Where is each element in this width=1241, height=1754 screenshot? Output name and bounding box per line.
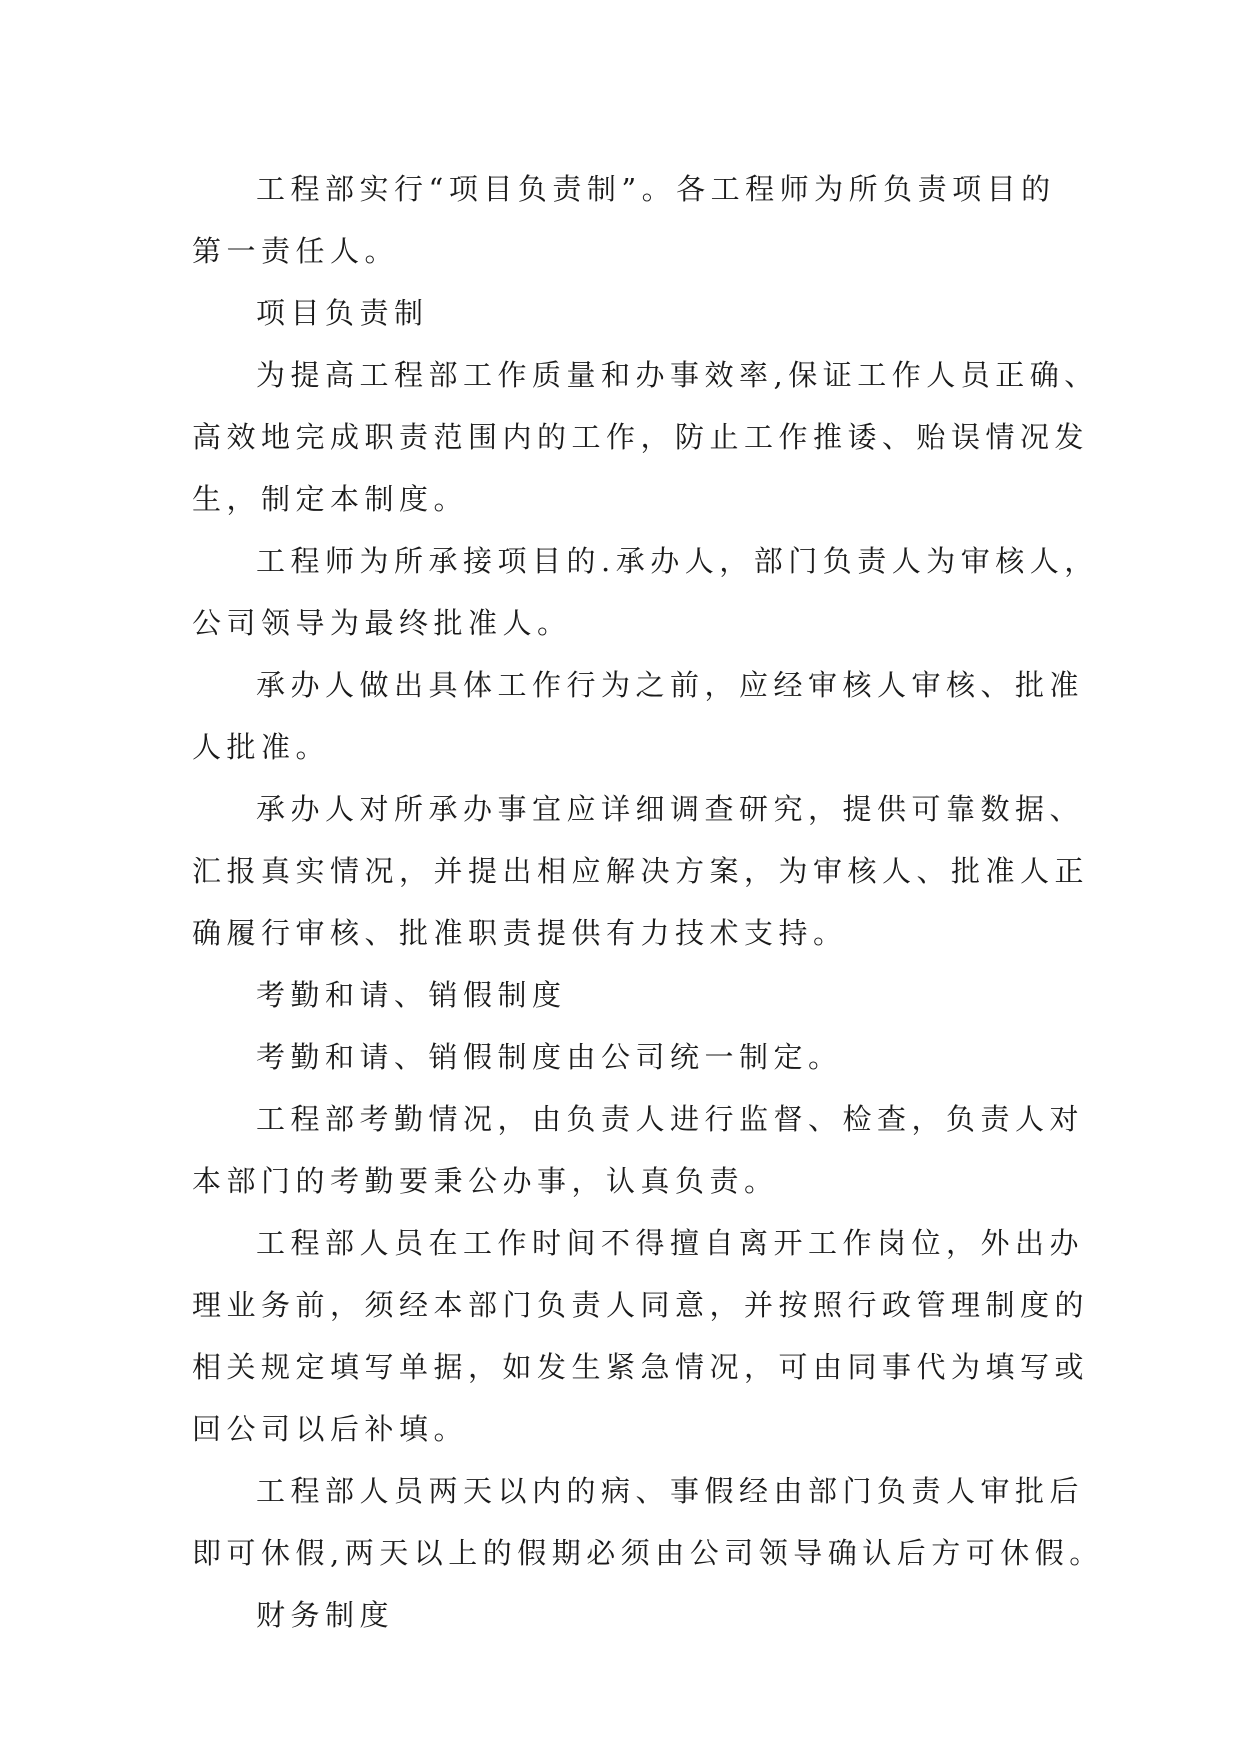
text-line: 即可休假,两天以上的假期必须由公司领导确认后方可休假。	[192, 1536, 1104, 1570]
section-heading: 财务制度	[256, 1598, 395, 1632]
text-line: 工程部考勤情况，由负责人进行监督、检查，负责人对	[256, 1102, 1085, 1136]
text-line: 为提高工程部工作质量和办事效率,保证工作人员正确、	[256, 358, 1099, 392]
text-line: 生，制定本制度。	[192, 482, 469, 516]
text-line: 汇报真实情况，并提出相应解决方案，为审核人、批准人正	[192, 854, 1090, 888]
document-body	[192, 158, 1104, 1646]
text-line: 相关规定填写单据，如发生紧急情况，可由同事代为填写或	[192, 1350, 1090, 1384]
section-heading: 考勤和请、销假制度	[256, 978, 567, 1012]
text-line: 工程部实行“项目负责制”。各工程师为所负责项目的	[256, 172, 1056, 206]
text-line: 承办人做出具体工作行为之前，应经审核人审核、批准	[256, 668, 1085, 702]
text-line: 本部门的考勤要秉公办事，认真负责。	[192, 1164, 779, 1198]
text-line: 工程师为所承接项目的.承办人，部门负责人为审核人，	[256, 544, 1099, 578]
text-line: 回公司以后补填。	[192, 1412, 469, 1446]
text-line: 考勤和请、销假制度由公司统一制定。	[256, 1040, 843, 1074]
text-line: 确履行审核、批准职责提供有力技术支持。	[192, 916, 848, 950]
text-line: 第一责任人。	[192, 234, 400, 268]
section-heading: 项目负责制	[256, 296, 429, 330]
text-line: 公司领导为最终批准人。	[192, 606, 572, 640]
text-line: 工程部人员两天以内的病、事假经由部门负责人审批后	[256, 1474, 1085, 1508]
text-line: 工程部人员在工作时间不得擅自离开工作岗位，外出办	[256, 1226, 1085, 1260]
text-line: 人批准。	[192, 730, 331, 764]
text-line: 理业务前，须经本部门负责人同意，并按照行政管理制度的	[192, 1288, 1090, 1322]
text-line: 高效地完成职责范围内的工作，防止工作推诿、贻误情况发	[192, 420, 1090, 454]
text-line: 承办人对所承办事宜应详细调查研究，提供可靠数据、	[256, 792, 1085, 826]
